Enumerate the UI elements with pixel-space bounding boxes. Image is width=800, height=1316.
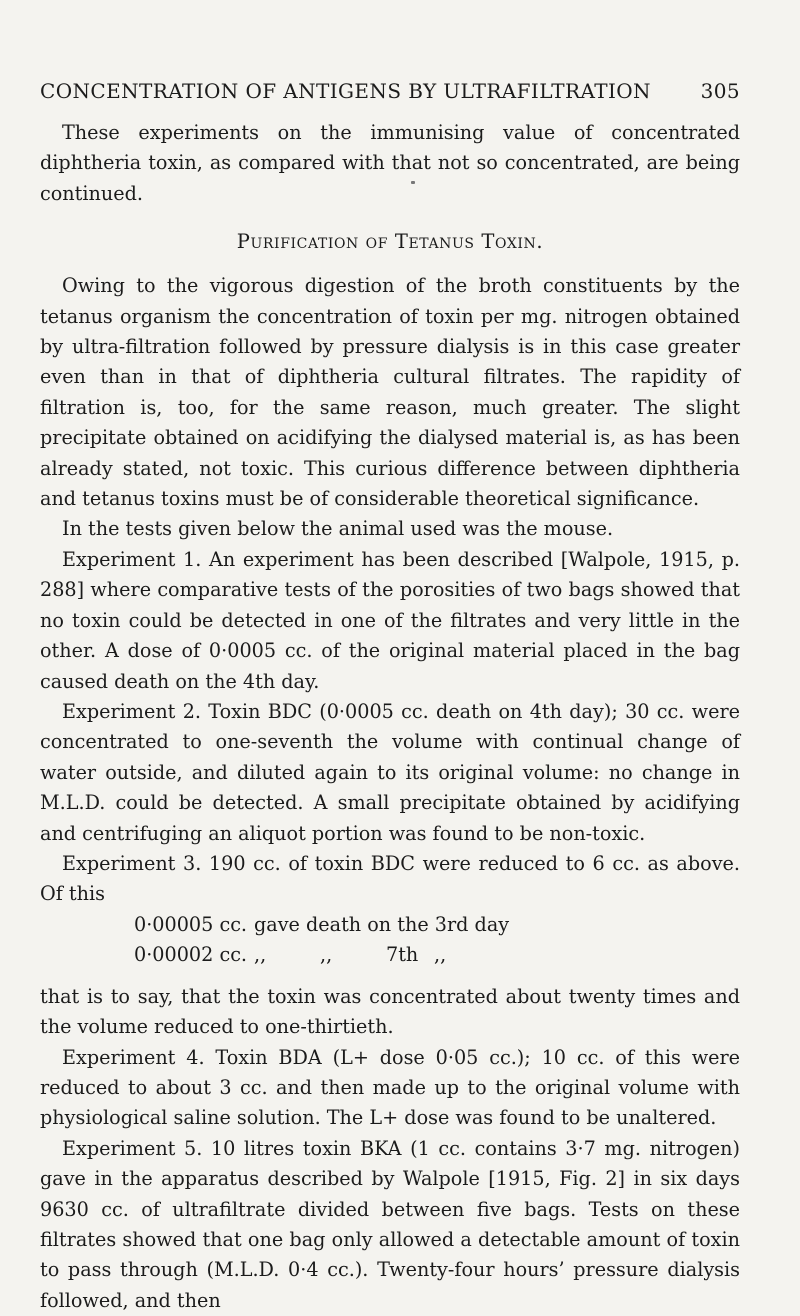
- running-head: [40, 78, 740, 104]
- paragraph-digestion: Owing to the vigorous digestion of the broth constituents by the tetanus organism the concentration of toxin per mg. nitrogen obtained by ultra-filtration followed by pressure dialysis is in this case greater even than in that of diphtheria cultural filtrates. The rapidity of filtration is, too, for the same reason, much greater. The slight precipitate obtained on acidifying the dialysed material is, as has been already stated, not toxic. This curious difference between diphtheria and tetanus toxins must be of considerable theoretical significance.: [40, 274, 740, 511]
- paragraph-experiment-2: Experiment 2. Toxin BDC (0·0005 cc. death on 4th day); 30 cc. were concentrated to one-seventh the volume with continual change of water outside, and diluted again to its original volume: no change in M.L.D. could be detected. A small precipitate obtained by acidifying and centrifuging an aliquot portion was found to be non-toxic.: [40, 699, 740, 845]
- print-speck: [411, 181, 415, 184]
- result-dose: 0·00002 cc.: [134, 942, 248, 966]
- intro-paragraph: These experiments on the immunising value of concentrated diphtheria toxin, as compared with that not so concentrated, are being continued.: [40, 121, 740, 205]
- section-title: Purification of Tetanus Toxin.: [236, 230, 544, 254]
- result-dose: 0·00005 cc.: [134, 912, 248, 936]
- result-day: 7th: [386, 942, 419, 966]
- page-number: 305: [700, 79, 740, 103]
- running-title: CONCENTRATION OF ANTIGENS BY ULTRAFILTRATION: [40, 79, 651, 103]
- paragraph-experiment-5: Experiment 5. 10 litres toxin BKA (1 cc. contains 3·7 mg. nitrogen) gave in the apparatus described by Walpole [1915, Fig. 2] in six days 9630 cc. of ultrafiltrate divided between five bags. Tests on these filtrates showed that one bag only allowed a detectable amount of toxin to pass through (M.L.D. 0·4 cc.). Twenty-four hours’ pressure dialysis followed, and then: [40, 1136, 740, 1312]
- result-row: [40, 910, 740, 940]
- ditto-mark: ,,: [434, 942, 447, 966]
- paragraph-experiment-3-tail: that is to say, that the toxin was concentrated about twenty times and the volume reduced to one-thirtieth.: [40, 984, 740, 1039]
- experiment-3-results: [40, 910, 740, 970]
- ditto-mark: ,,: [254, 942, 267, 966]
- result-text: gave death on the 3rd day: [254, 912, 510, 936]
- ditto-mark: ,,: [320, 942, 333, 966]
- result-row: [40, 940, 740, 970]
- paragraph-experiment-3: Experiment 3. 190 cc. of toxin BDC were reduced to 6 cc. as above. Of this: [40, 851, 740, 906]
- paragraph-experiment-4: Experiment 4. Toxin BDA (L+ dose 0·05 cc.); 10 cc. of this were reduced to about 3 cc. and then made up to the original volume with physiological saline solution. The L+ dose was found to be unaltered.: [40, 1045, 740, 1130]
- paragraph-animal: In the tests given below the animal used was the mouse.: [62, 517, 614, 541]
- paragraph-experiment-1: Experiment 1. An experiment has been described [Walpole, 1915, p. 288] where comparative tests of the porosities of two bags showed that no toxin could be detected in one of the filtrates and very little in the other. A dose of 0·0005 cc. of the original material placed in the bag caused death on the 4th day.: [40, 547, 740, 693]
